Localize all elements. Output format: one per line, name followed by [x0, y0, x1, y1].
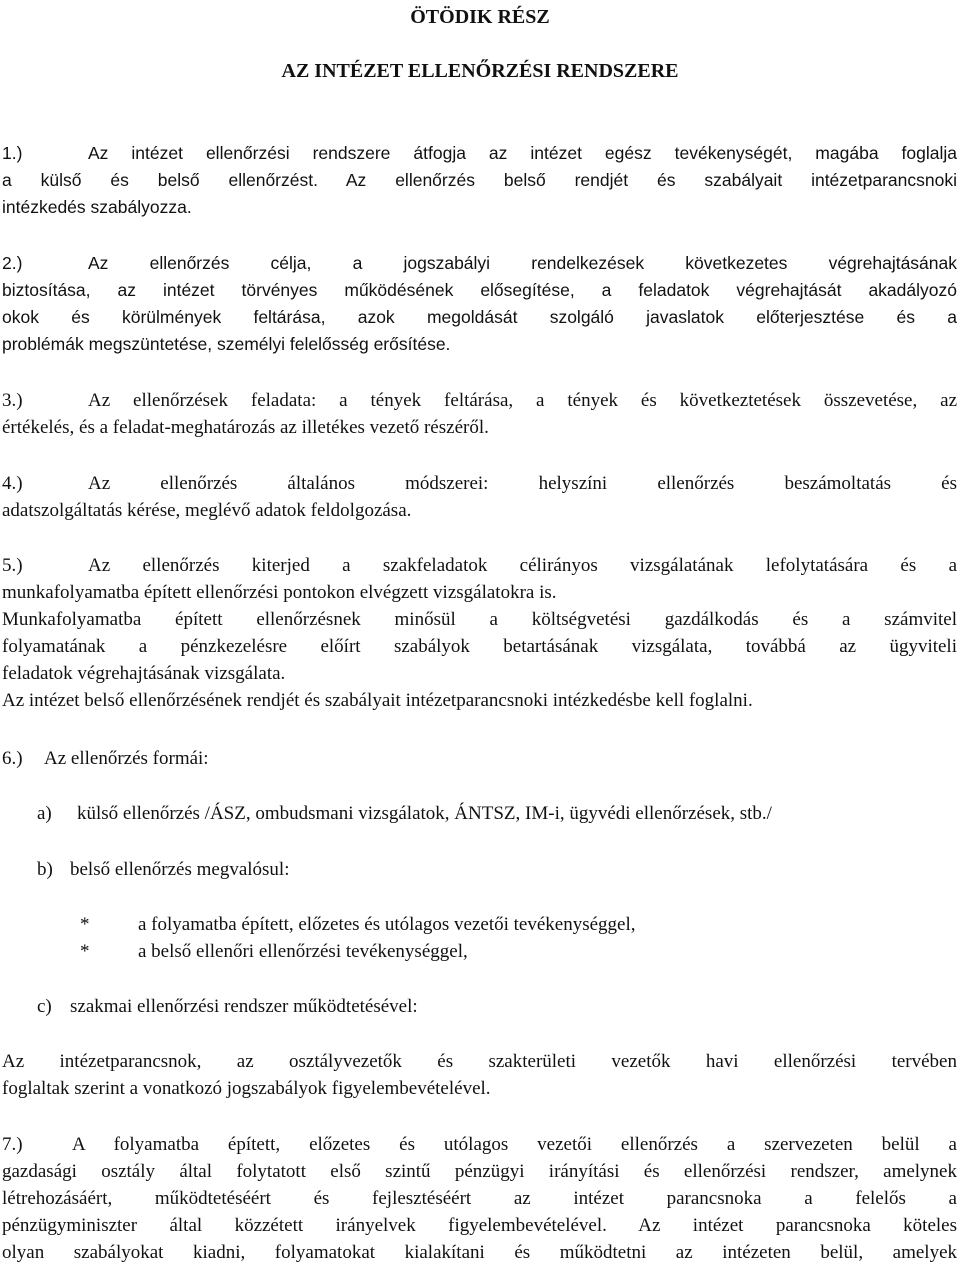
paragraph-line: értékelés, és a feladat-meghatározás az illetékes vezető részéről.: [2, 417, 489, 438]
list-text: külső ellenőrzés /ÁSZ, ombudsmani vizsgálatok, ÁNTSZ, IM-i, ügyvédi ellenőrzések, stb./: [77, 803, 772, 824]
section-title: AZ INTÉZET ELLENŐRZÉSI RENDSZERE: [281, 60, 679, 82]
paragraph-number: 3.): [2, 390, 23, 411]
paragraph-line: Az ellenőrzések feladata: a tények feltárása, a tények és következtetések összevetése, az: [88, 390, 957, 411]
paragraph-line: olyan szabályokat kiadni, folyamatokat kialakítani és működtetni az intézeten belül, amelyek: [2, 1242, 957, 1263]
list-item-a: [37, 800, 772, 827]
bullet-text: a belső ellenőri ellenőrzési tevékenységgel,: [138, 941, 468, 962]
paragraph-number: 4.): [2, 473, 23, 494]
paragraph-number: 1.): [2, 143, 23, 163]
paragraph-line: Az intézetparancsnok, az osztályvezetők és szakterületi vezetők havi ellenőrzési tervében: [2, 1051, 957, 1072]
paragraph-line: létrehozásáért, működtetéséért és fejlesztéséért az intézet parancsnoka a felelős a: [2, 1188, 957, 1209]
part-heading: ÖTÖDIK RÉSZ: [410, 6, 550, 28]
paragraph-6-body: [2, 1048, 957, 1102]
paragraph-line: A folyamatba épített, előzetes és utólagos vezetői ellenőrzés a szervezeten belül a: [72, 1134, 957, 1155]
paragraph-5: [2, 552, 957, 714]
bullet-item: [0, 911, 960, 941]
paragraph-line: munkafolyamatba épített ellenőrzési pontokon elvégzett vizsgálatokra is.: [2, 582, 557, 603]
paragraph-line: foglaltak szerint a vonatkozó jogszabályok figyelembevételével.: [2, 1078, 491, 1099]
bullet-text: a folyamatba épített, előzetes és utólagos vezetői tevékenységgel,: [138, 914, 636, 935]
paragraph-line: feladatok végrehajtásának vizsgálata.: [2, 663, 286, 684]
paragraph-1: [2, 140, 957, 221]
bullet-icon: *: [80, 914, 90, 935]
paragraph-line: Az ellenőrzés általános módszerei: helyszíni ellenőrzés beszámoltatás és: [88, 473, 957, 494]
paragraph-line: Az ellenőrzés formái:: [44, 748, 209, 769]
paragraph-number: 2.): [2, 253, 23, 273]
paragraph-line: okok és körülmények feltárása, azok megoldását szolgáló javaslatok előterjesztése és a: [2, 307, 957, 327]
paragraph-number: 5.): [2, 555, 23, 576]
paragraph-number: 7.): [2, 1134, 23, 1155]
list-item-b: [37, 856, 290, 883]
paragraph-7: [2, 1131, 957, 1266]
paragraph-line: a külső és belső ellenőrzést. Az ellenőrzés belső rendjét és szabályait intézetparancsnoki: [2, 170, 957, 190]
paragraph-line: biztosítása, az intézet törvényes működésének elősegítése, a feladatok végrehajtását akadályozó: [2, 280, 957, 300]
paragraph-4: [2, 470, 957, 524]
paragraph-line: folyamatának a pénzkezelésre előírt szabályok betartásának vizsgálata, továbbá az ügyviteli: [2, 636, 957, 657]
paragraph-3: [2, 387, 957, 441]
paragraph-line: Az intézet belső ellenőrzésének rendjét és szabályait intézetparancsnoki intézkedésbe kell foglalni.: [2, 690, 753, 711]
paragraph-line: problémák megszüntetése, személyi felelősség erősítése.: [2, 334, 451, 354]
paragraph-6-heading: [2, 745, 209, 772]
list-text: szakmai ellenőrzési rendszer működtetésével:: [70, 996, 418, 1017]
paragraph-line: intézkedés szabályozza.: [2, 197, 192, 217]
list-label: b): [37, 859, 53, 880]
list-label: c): [37, 996, 52, 1017]
paragraph-number: 6.): [2, 748, 23, 769]
paragraph-line: Munkafolyamatba épített ellenőrzésnek minősül a költségvetési gazdálkodás és a számvitel: [2, 609, 957, 630]
paragraph-line: Az ellenőrzés célja, a jogszabályi rendelkezések következetes végrehajtásának: [88, 253, 957, 273]
list-label: a): [37, 803, 52, 824]
paragraph-line: Az ellenőrzés kiterjed a szakfeladatok célirányos vizsgálatának lefolytatására és a: [88, 555, 957, 576]
paragraph-line: adatszolgáltatás kérése, meglévő adatok feldolgozása.: [2, 500, 412, 521]
paragraph-line: pénzügyminiszter által közzétett irányelvek figyelembevételével. Az intézet parancsnoka köteles: [2, 1215, 957, 1236]
bullet-item: [0, 938, 960, 968]
paragraph-line: gazdasági osztály által folytatott első szintű pénzügyi irányítási és ellenőrzési rendszer, amelynek: [2, 1161, 957, 1182]
bullet-icon: *: [80, 941, 90, 962]
paragraph-line: Az intézet ellenőrzési rendszere átfogja az intézet egész tevékenységét, magába foglalja: [88, 143, 957, 163]
paragraph-2: [2, 250, 957, 358]
list-item-c: [37, 993, 418, 1020]
list-text: belső ellenőrzés megvalósul:: [70, 859, 290, 880]
